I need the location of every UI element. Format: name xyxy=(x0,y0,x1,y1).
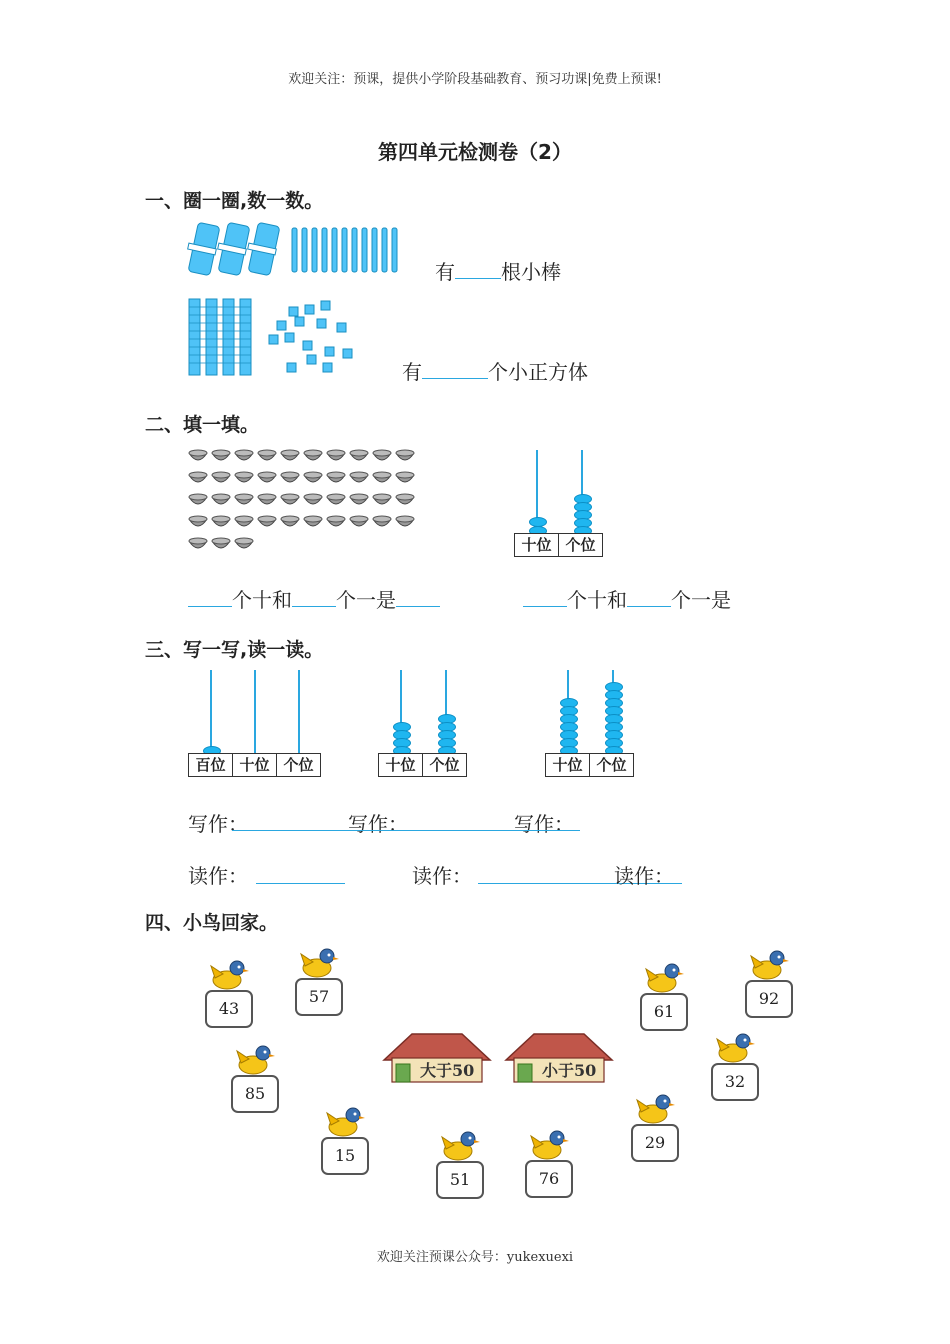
read-label-2: 读作： xyxy=(412,864,472,888)
house-less-than-50 xyxy=(504,1030,614,1085)
cubes-blank[interactable] xyxy=(422,377,488,379)
read-label-3: 读作： xyxy=(614,864,674,888)
bowl xyxy=(258,494,276,504)
house-gt-label: 大于50 xyxy=(420,1061,475,1080)
bowl xyxy=(304,516,322,526)
bird-number-box[interactable]: 29 xyxy=(631,1124,679,1162)
page-header: 欢迎关注：预课，提供小学阶段基础教育、预习功课|免费上预课! xyxy=(288,72,662,87)
bird-number-box[interactable]: 51 xyxy=(436,1161,484,1199)
bowl xyxy=(212,516,230,526)
bowl xyxy=(189,516,207,526)
bowl xyxy=(189,450,207,460)
abacus-two-digit-1: 十位 个位 xyxy=(378,670,470,778)
bowl xyxy=(373,516,391,526)
bowl xyxy=(189,494,207,504)
bowl xyxy=(304,472,322,482)
stick-bundles-image xyxy=(185,220,415,280)
bowl xyxy=(350,494,368,504)
write-answer-line[interactable] xyxy=(232,830,580,831)
cubes-answer-line: 有 个小正方体 xyxy=(402,360,588,384)
bowl xyxy=(350,516,368,526)
section2-heading: 二、填一填。 xyxy=(145,414,260,436)
bowl xyxy=(373,494,391,504)
section4-heading: 四、小鸟回家。 xyxy=(145,912,279,934)
bowl xyxy=(396,472,414,482)
bowl xyxy=(189,538,207,548)
bowl xyxy=(212,450,230,460)
cubes-image xyxy=(185,295,360,380)
bowl xyxy=(212,538,230,548)
bowl xyxy=(327,472,345,482)
fill-line-left: 个十和 个一是 xyxy=(188,584,440,613)
bowl xyxy=(189,472,207,482)
write-label-1: 写作： xyxy=(188,812,248,836)
bird-number-box[interactable]: 15 xyxy=(321,1137,369,1175)
bowls-image xyxy=(185,445,425,560)
bird-number-box[interactable]: 32 xyxy=(711,1063,759,1101)
bowl xyxy=(281,494,299,504)
bowl xyxy=(304,450,322,460)
abacus-section2 xyxy=(514,450,606,558)
bird-number-box[interactable]: 76 xyxy=(525,1160,573,1198)
bowl xyxy=(373,472,391,482)
sticks-blank[interactable] xyxy=(455,277,501,279)
bowl xyxy=(281,472,299,482)
bird-number-box[interactable]: 57 xyxy=(295,978,343,1016)
bowl xyxy=(350,450,368,460)
read-label-1: 读作： xyxy=(188,864,248,888)
bird-number-box[interactable]: 43 xyxy=(205,990,253,1028)
house-greater-than-50 xyxy=(382,1030,492,1085)
bowl xyxy=(235,494,253,504)
fill-line-right: 个十和 个一是 xyxy=(523,584,731,613)
bowl xyxy=(212,472,230,482)
bowl xyxy=(281,516,299,526)
bowl xyxy=(396,450,414,460)
bowl xyxy=(258,472,276,482)
write-label-3: 写作： xyxy=(514,812,574,836)
bird-number-box[interactable]: 92 xyxy=(745,980,793,1018)
bowl xyxy=(258,450,276,460)
bowl xyxy=(281,450,299,460)
page-footer: 欢迎关注预课公众号：yukexuexi xyxy=(376,1250,574,1265)
write-label-2: 写作： xyxy=(348,812,408,836)
bird-number-box[interactable]: 85 xyxy=(231,1075,279,1113)
bowl xyxy=(373,450,391,460)
bowl xyxy=(327,450,345,460)
bowl xyxy=(235,472,253,482)
read-answer-line-1[interactable] xyxy=(256,883,345,884)
house-lt-label: 小于50 xyxy=(542,1061,597,1080)
label-tens: 十位 xyxy=(514,533,559,557)
abacus-two-digit-2: 十位 个位 xyxy=(545,670,637,778)
section3-heading: 三、写一写,读一读。 xyxy=(145,639,324,661)
bowl xyxy=(396,516,414,526)
bowl xyxy=(235,538,253,548)
bowl xyxy=(212,494,230,504)
label-ones: 个位 xyxy=(559,533,603,557)
bowl xyxy=(327,494,345,504)
bowl xyxy=(304,494,322,504)
bowl xyxy=(235,516,253,526)
bowl xyxy=(396,494,414,504)
bird-number-box[interactable]: 61 xyxy=(640,993,688,1031)
page-title: 第四单元检测卷（2） xyxy=(378,140,572,164)
abacus-hundreds: 百位 十位 个位 xyxy=(188,670,322,778)
section1-heading: 一、圈一圈,数一数。 xyxy=(145,190,324,212)
sticks-answer-line: 有 根小棒 xyxy=(435,260,561,284)
bowl xyxy=(235,450,253,460)
bowl xyxy=(327,516,345,526)
bowl xyxy=(258,516,276,526)
bowl xyxy=(350,472,368,482)
